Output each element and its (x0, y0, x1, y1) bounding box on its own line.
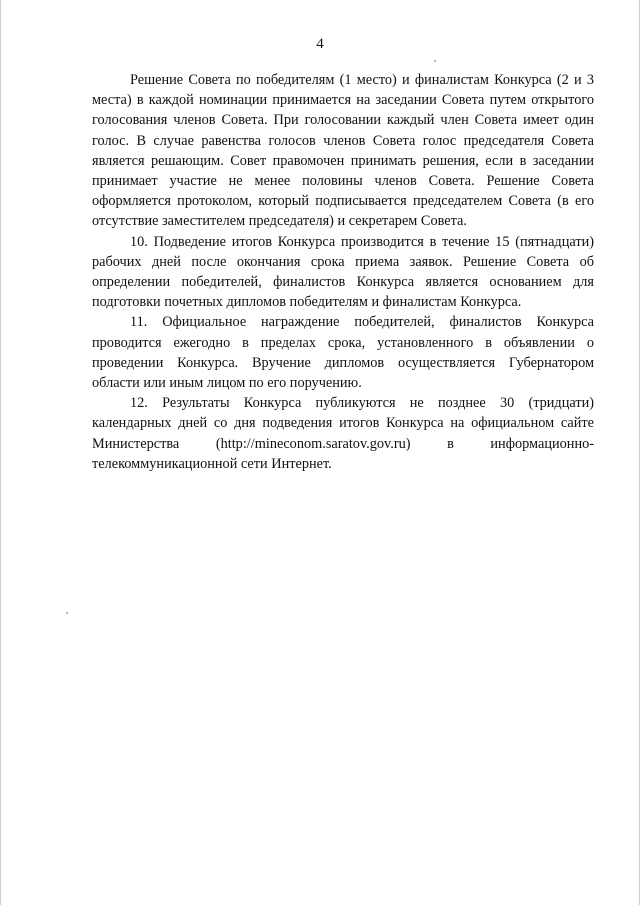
page-number: 4 (316, 36, 324, 52)
document-body (92, 70, 594, 474)
paragraph-12-publication: 12. Результаты Конкурса публикуются не позднее 30 (тридцати) календарных дней со дня подведения итогов Конкурса на официальном сайте Министерства (http://mineconom.saratov.gov.ru) в информационно-телекоммуникационной сети Интернет. (92, 395, 594, 472)
paragraph-council-decision: Решение Совета по победителям (1 место) и финалистам Конкурса (2 и 3 места) в каждой номинации принимается на заседании Совета путем открытого голосования членов Совета. При голосовании каждый член Совета имеет один голос. В случае равенства голосов членов Совета голос председателя Совета является решающим. Совет правомочен принимать решения, если в заседании принимает участие не менее половины членов Совета. Решение Совета оформляется протоколом, который подписывается председателем Совета (в его отсутствие заместителем председателя) и секретарем Совета. (92, 72, 594, 230)
scan-speck (66, 612, 68, 614)
scan-speck (434, 60, 436, 62)
paragraph-11-awarding: 11. Официальное награждение победителей, финалистов Конкурса проводится ежегодно в пределах срока, установленного в объявлении о проведении Конкурса. Вручение дипломов осуществляется Губернатором области или иным лицом по его поручению. (92, 314, 594, 392)
paragraph-10-results-summary: 10. Подведение итогов Конкурса производится в течение 15 (пятнадцати) рабочих дней после окончания срока приема заявок. Решение Совета об определении победителей, финалистов Конкурса является основанием для подготовки почетных дипломов победителям и финалистам Конкурса. (92, 233, 594, 311)
